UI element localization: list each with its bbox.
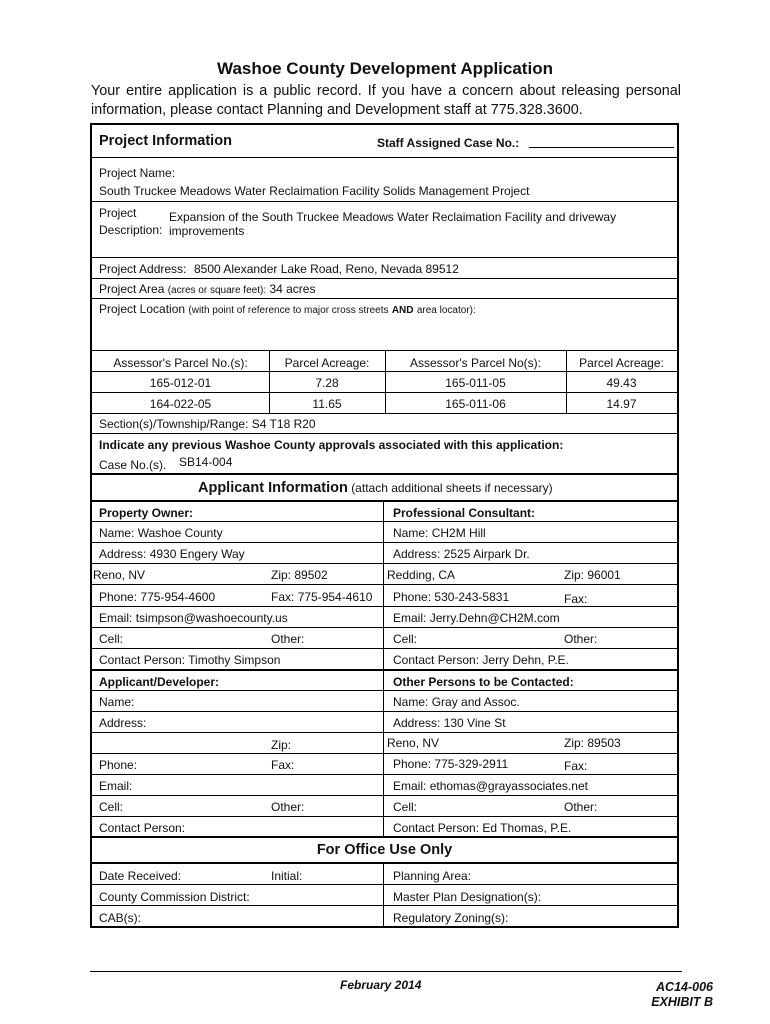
- divider: [92, 884, 677, 885]
- divider: [92, 836, 677, 838]
- developer-name-label: Name:: [99, 695, 135, 709]
- consultant-contact-label: Contact Person:: [393, 653, 480, 667]
- others-zip-label: Zip:: [564, 736, 585, 750]
- property-owner-heading: Property Owner:: [99, 506, 194, 520]
- consultant-zip: 96001: [587, 568, 621, 582]
- consultant-zip-label: Zip:: [564, 568, 585, 582]
- others-phone-label: Phone:: [393, 757, 432, 771]
- project-desc-label: Project: [99, 206, 137, 220]
- planning-area-label: Planning Area:: [393, 869, 472, 883]
- developer-phone-label: Phone:: [99, 758, 138, 772]
- project-location-line: [99, 302, 476, 316]
- intro-paragraph: Your entire application is a public record. If you have a concern about releasing personal information, please contact Planning and Development staff at 775.328.3600.: [91, 83, 681, 118]
- owner-other-label: Other:: [271, 632, 305, 646]
- divider: [92, 648, 677, 649]
- staff-case-label: Staff Assigned Case No.:: [377, 136, 520, 150]
- parcel-cell: 164-022-05: [149, 397, 212, 411]
- footer-exhibit-label: EXHIBIT B: [651, 995, 713, 1009]
- developer-email-label: Email:: [99, 779, 133, 793]
- commission-district-label: County Commission District:: [99, 890, 250, 904]
- divider: [92, 627, 677, 628]
- owner-city: Reno, NV: [93, 568, 146, 582]
- column-divider: [383, 863, 384, 926]
- owner-zip-line: [271, 568, 328, 582]
- consultant-phone-label: Phone:: [393, 590, 432, 604]
- consultant-phone-line: [393, 590, 509, 604]
- others-heading: Other Persons to be Contacted:: [393, 675, 574, 689]
- owner-zip-label: Zip:: [271, 568, 292, 582]
- project-address-value: 8500 Alexander Lake Road, Reno, Nevada 89512: [194, 262, 459, 276]
- section-label: Section(s)/Township/Range:: [99, 417, 249, 431]
- divider: [92, 298, 677, 299]
- others-cell-label: Cell:: [393, 800, 418, 814]
- consultant-contact: Jerry Dehn, P.E.: [482, 653, 569, 667]
- table-divider: [566, 350, 567, 413]
- others-zip-line: [564, 736, 621, 750]
- others-fax-label: Fax:: [564, 759, 588, 773]
- initial-label: Initial:: [271, 869, 303, 883]
- divider: [92, 795, 677, 796]
- project-location-hint-2: area locator):: [416, 305, 476, 316]
- consultant-zip-line: [564, 568, 621, 582]
- applicant-info-hint: (attach additional sheets if necessary): [351, 481, 553, 495]
- parcel-cell: 7.28: [315, 376, 339, 390]
- consultant-email-line: [393, 611, 560, 625]
- owner-name-label: Name:: [99, 526, 135, 540]
- developer-address-label: Address:: [99, 716, 147, 730]
- parcel-cell: 11.65: [312, 397, 342, 411]
- divider: [92, 278, 677, 279]
- previous-approvals-label: Indicate any previous Washoe County approvals associated with this application:: [99, 438, 564, 452]
- parcel-header-3: Assessor's Parcel No(s):: [410, 356, 541, 370]
- consultant-name-line: [393, 526, 486, 540]
- consultant-email: Jerry.Dehn@CH2M.com: [429, 611, 560, 625]
- cab-label: CAB(s):: [99, 911, 141, 925]
- owner-fax-label: Fax:: [271, 590, 295, 604]
- others-address-label: Address:: [393, 716, 441, 730]
- consultant-name: CH2M Hill: [431, 526, 486, 540]
- owner-name-line: [99, 526, 223, 540]
- divider: [92, 584, 677, 585]
- developer-fax-label: Fax:: [271, 758, 295, 772]
- owner-phone-label: Phone:: [99, 590, 138, 604]
- consultant-contact-line: [393, 653, 569, 667]
- owner-name: Washoe County: [137, 526, 223, 540]
- section-value: S4 T18 R20: [251, 417, 316, 431]
- case-no-label: Case No.(s).: [99, 458, 167, 472]
- owner-phone: 775-954-4600: [140, 590, 216, 604]
- parcel-header-4: Parcel Acreage:: [579, 356, 664, 370]
- divider: [92, 257, 677, 258]
- others-address-line: [393, 716, 506, 730]
- others-email-line: [393, 779, 588, 793]
- staff-case-field[interactable]: [529, 133, 674, 148]
- divider: [92, 157, 677, 158]
- owner-email: tsimpson@washoecounty.us: [135, 611, 288, 625]
- parcel-cell: 49.43: [606, 376, 637, 390]
- project-name-label: Project Name:: [99, 166, 176, 180]
- owner-phone-line: [99, 590, 215, 604]
- parcel-header-1: Assessor's Parcel No.(s):: [113, 356, 248, 370]
- others-name-label: Name:: [393, 695, 429, 709]
- parcel-cell: 165-011-06: [445, 397, 506, 411]
- developer-zip-label: Zip:: [271, 738, 292, 752]
- owner-fax: 775-954-4610: [297, 590, 373, 604]
- owner-cell-label: Cell:: [99, 632, 124, 646]
- divider: [92, 433, 677, 434]
- project-area-value: 34 acres: [269, 282, 316, 296]
- project-location-hint: (with point of reference to major cross streets: [188, 305, 389, 316]
- others-contact-line: [393, 821, 571, 835]
- case-no-value: SB14-004: [179, 455, 233, 469]
- developer-other-label: Other:: [271, 800, 305, 814]
- consultant-email-label: Email:: [393, 611, 427, 625]
- owner-email-line: [99, 611, 288, 625]
- consultant-address-label: Address:: [393, 547, 441, 561]
- divider: [92, 606, 677, 607]
- consultant-other-label: Other:: [564, 632, 598, 646]
- project-area-hint: (acres or square feet):: [167, 285, 267, 296]
- consultant-phone: 530-243-5831: [434, 590, 510, 604]
- project-info-heading: Project Information: [99, 133, 232, 149]
- consultant-name-label: Name:: [393, 526, 429, 540]
- divider: [92, 905, 677, 906]
- project-name-value: South Truckee Meadows Water Reclaimation Facility Solids Management Project: [99, 184, 530, 198]
- project-desc-value-2: improvements: [169, 224, 245, 238]
- consultant-city: Redding, CA: [387, 568, 456, 582]
- divider: [92, 862, 677, 864]
- others-email-label: Email:: [393, 779, 427, 793]
- consultant-cell-label: Cell:: [393, 632, 418, 646]
- footer-date: February 2014: [340, 978, 422, 992]
- others-zip: 89503: [587, 736, 621, 750]
- footer-rule: [90, 971, 682, 972]
- office-use-heading: For Office Use Only: [316, 842, 453, 858]
- parcel-cell: 165-012-01: [149, 376, 212, 390]
- developer-heading: Applicant/Developer:: [99, 675, 220, 689]
- divider: [92, 816, 677, 817]
- applicant-heading-line: [198, 480, 553, 496]
- owner-contact-label: Contact Person:: [99, 653, 186, 667]
- footer-case: AC14-006: [656, 980, 713, 994]
- divider: [92, 669, 677, 671]
- owner-contact: Timothy Simpson: [188, 653, 281, 667]
- owner-contact-line: [99, 653, 280, 667]
- project-location-label: Project Location: [99, 302, 186, 316]
- applicant-info-heading: Applicant Information: [198, 480, 348, 496]
- divider: [92, 563, 677, 564]
- others-name: Gray and Assoc.: [431, 695, 520, 709]
- developer-cell-label: Cell:: [99, 800, 124, 814]
- project-desc-label-2: Description:: [99, 223, 163, 237]
- developer-contact-label: Contact Person:: [99, 821, 186, 835]
- project-area-label: Project Area: [99, 282, 165, 296]
- zoning-label: Regulatory Zoning(s):: [393, 911, 509, 925]
- project-address-label: Project Address:: [99, 262, 187, 276]
- divider: [92, 201, 677, 202]
- parcel-cell: 165-011-05: [445, 376, 506, 390]
- application-form: [90, 123, 679, 928]
- project-desc-value: Expansion of the South Truckee Meadows Water Reclaimation Facility and driveway: [169, 210, 617, 224]
- owner-fax-line: [271, 590, 372, 604]
- owner-address-line: [99, 547, 245, 561]
- table-divider: [385, 350, 386, 413]
- owner-address: 4930 Engery Way: [149, 547, 245, 561]
- owner-email-label: Email:: [99, 611, 133, 625]
- owner-zip: 89502: [294, 568, 328, 582]
- others-phone: 775-329-2911: [434, 757, 509, 771]
- divider: [92, 500, 677, 502]
- section-line: [99, 417, 316, 431]
- divider: [92, 711, 677, 712]
- divider: [92, 753, 677, 754]
- divider: [92, 542, 677, 543]
- others-city: Reno, NV: [387, 736, 440, 750]
- consultant-heading: Professional Consultant:: [393, 506, 536, 520]
- consultant-address-line: [393, 547, 530, 561]
- document-title: Washoe County Development Application: [217, 59, 553, 78]
- divider: [92, 732, 677, 733]
- others-phone-line: [393, 757, 508, 771]
- divider: [92, 413, 677, 414]
- others-contact: Ed Thomas, P.E.: [482, 821, 572, 835]
- divider: [92, 774, 677, 775]
- divider: [92, 521, 677, 522]
- others-address: 130 Vine St: [443, 716, 506, 730]
- consultant-fax-label: Fax:: [564, 592, 588, 606]
- consultant-address: 2525 Airpark Dr.: [443, 547, 530, 561]
- others-email: ethomas@grayassociates.net: [429, 779, 588, 793]
- divider: [92, 690, 677, 691]
- others-name-line: [393, 695, 520, 709]
- master-plan-label: Master Plan Designation(s):: [393, 890, 542, 904]
- project-area-line: [99, 282, 315, 296]
- parcel-header-2: Parcel Acreage:: [284, 356, 370, 370]
- owner-address-label: Address:: [99, 547, 147, 561]
- others-contact-label: Contact Person:: [393, 821, 480, 835]
- date-received-label: Date Received:: [99, 869, 182, 883]
- others-other-label: Other:: [564, 800, 598, 814]
- parcel-cell: 14.97: [606, 397, 637, 411]
- footer-exhibit: [651, 980, 713, 1010]
- divider: [92, 473, 677, 475]
- table-divider: [269, 350, 270, 413]
- project-location-and: AND: [391, 305, 414, 316]
